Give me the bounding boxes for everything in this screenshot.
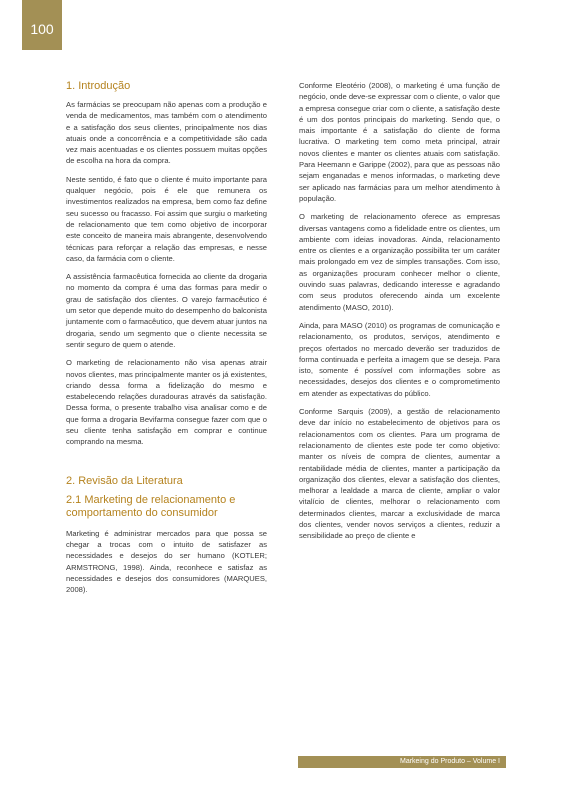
paragraph: Marketing é administrar mercados para que possa se chegar a trocas com o intuito de satisfazer as necessidades e desejos do ser humano (KOTLER; ARMSTRONG, 1998). Ainda, reconhece e satisfaz as necessidades e desejos dos consumidores (MARQUES, 2008).: [66, 528, 267, 595]
section-heading-revisao: 2. Revisão da Literatura: [66, 474, 183, 487]
paragraph: Neste sentido, é fato que o cliente é muito importante para qualquer negócio, pois é ele que remunera os investimentos realizados na empresa, bem como faz define seu sucesso ou fracasso. Foi assim que surgiu o marketing de relacionamento que tem como objetivo de incorporar este conceito de maneira mais abrangente, desenvolvendo técnicas para reforçar a relação das empresas, e nesse caso, da farmácia com o cliente.: [66, 174, 267, 263]
footer-text: Markeing do Produto – Volume I: [399, 758, 500, 765]
paragraph: O marketing de relacionamento não visa apenas atrair novos clientes, mas principalmente manter os já existentes, criando dessa forma a fidelização do mesmo e estabelecendo relações duradouras através da satisfação. Dessa forma, o presente trabalho visa analisar como e de que forma a drogaria Bevifarma consegue fazer com que o seu cliente tenha satisfação em comprar e continue comprando na mesma.: [66, 358, 267, 447]
paragraph: Conforme Eleotério (2008), o marketing é uma função de negócio, onde deve-se expressar com o cliente, o valor que a empresa consegue criar com o cliente, a satisfação deste é um dos pontos principais do marketing. Sendo que, o mais importante é a satisfação do cliente de forma lucrativa. O marketing tem como meta principal, atrair novos clientes e manter os clientes atuais com satisfação. Para Heemann e Garippe (2002), para que as pessoas não sejam enganadas e menos informadas, o marketing deve ser aplicado nas farmácias para um melhor atendimento à população.: [299, 81, 500, 203]
footer-bar: [298, 756, 506, 768]
paragraph: Conforme Sarquis (2009), a gestão de relacionamento deve dar início no estabelecimento de objetivos para os relacionamentos com os clientes. Para um programa de relacionamento de clientes este pode ter como objetivo: manter os níveis de compra de clientes, aumentar a rentabilidade média de clientes, manter a participação da organização dos clientes, elevar a satisfação dos clientes, melhorar a lealdade a marca de cliente, ampliar o valor vitalício de clientes, melhorar o relacionamento com determinados clientes, marcar a exclusividade de marca dos clientes, vender novos serviços a clientes, reduzir a sensibilidade ao preço de cliente e: [299, 407, 500, 541]
paragraph: A assistência farmacêutica fornecida ao cliente da drogaria no momento da compra é uma das formas para medir o grau de satisfação dos clientes. O varejo farmacêutico é um setor que depende muito do desempenho do balconista juntamente com o farmacêutico, que devem atuar juntos na drogaria, sendo um segmento que o cliente necessita se sentir seguro de quem o atende.: [66, 272, 267, 349]
right-column: [299, 80, 500, 549]
page-number-tab: [22, 0, 62, 50]
left-column: [66, 80, 267, 602]
subsection-heading: 2.1 Marketing de relacionamento e comportamento do consumidor: [66, 493, 236, 519]
paragraph: O marketing de relacionamento oferece as empresas diversas vantagens como a fidelidade entre os clientes, um ambiente com ideias inovadoras. Ainda, relacionamento entre os clientes e a organização possibilita ter um caráter mais prolongado em vez de simples transações. Com isso, as organizações procuram conhecer melhor o cliente, ouvindo suas palavras, dedicando interesse e agradando com seus produtos oferecendo ainda um excelente atendimento (MASO, 2010).: [299, 212, 500, 312]
section-heading-introducao: 1. Introdução: [66, 80, 131, 92]
paragraph: As farmácias se preocupam não apenas com a produção e venda de medicamentos, mas também com o atendimento e a satisfação dos seus clientes, principalmente nos dias atuais onde a concorrência e a competitividade são cada vez mais acentuadas e os clientes possuem muitas opções de escolha na hora da compra.: [66, 100, 267, 166]
paragraph: Ainda, para MASO (2010) os programas de comunicação e relacionamento, os produtos, serviços, atendimento e preços ofertados no mercado deverão ser traduzidos de forma continuada e perfeita a imagem que se deseja. Para isto, somente é possível com informações sobre as necessidades, desejos dos clientes e o comprometimento em atender as expectativas do público.: [299, 320, 500, 398]
page-number: 100: [30, 21, 54, 37]
